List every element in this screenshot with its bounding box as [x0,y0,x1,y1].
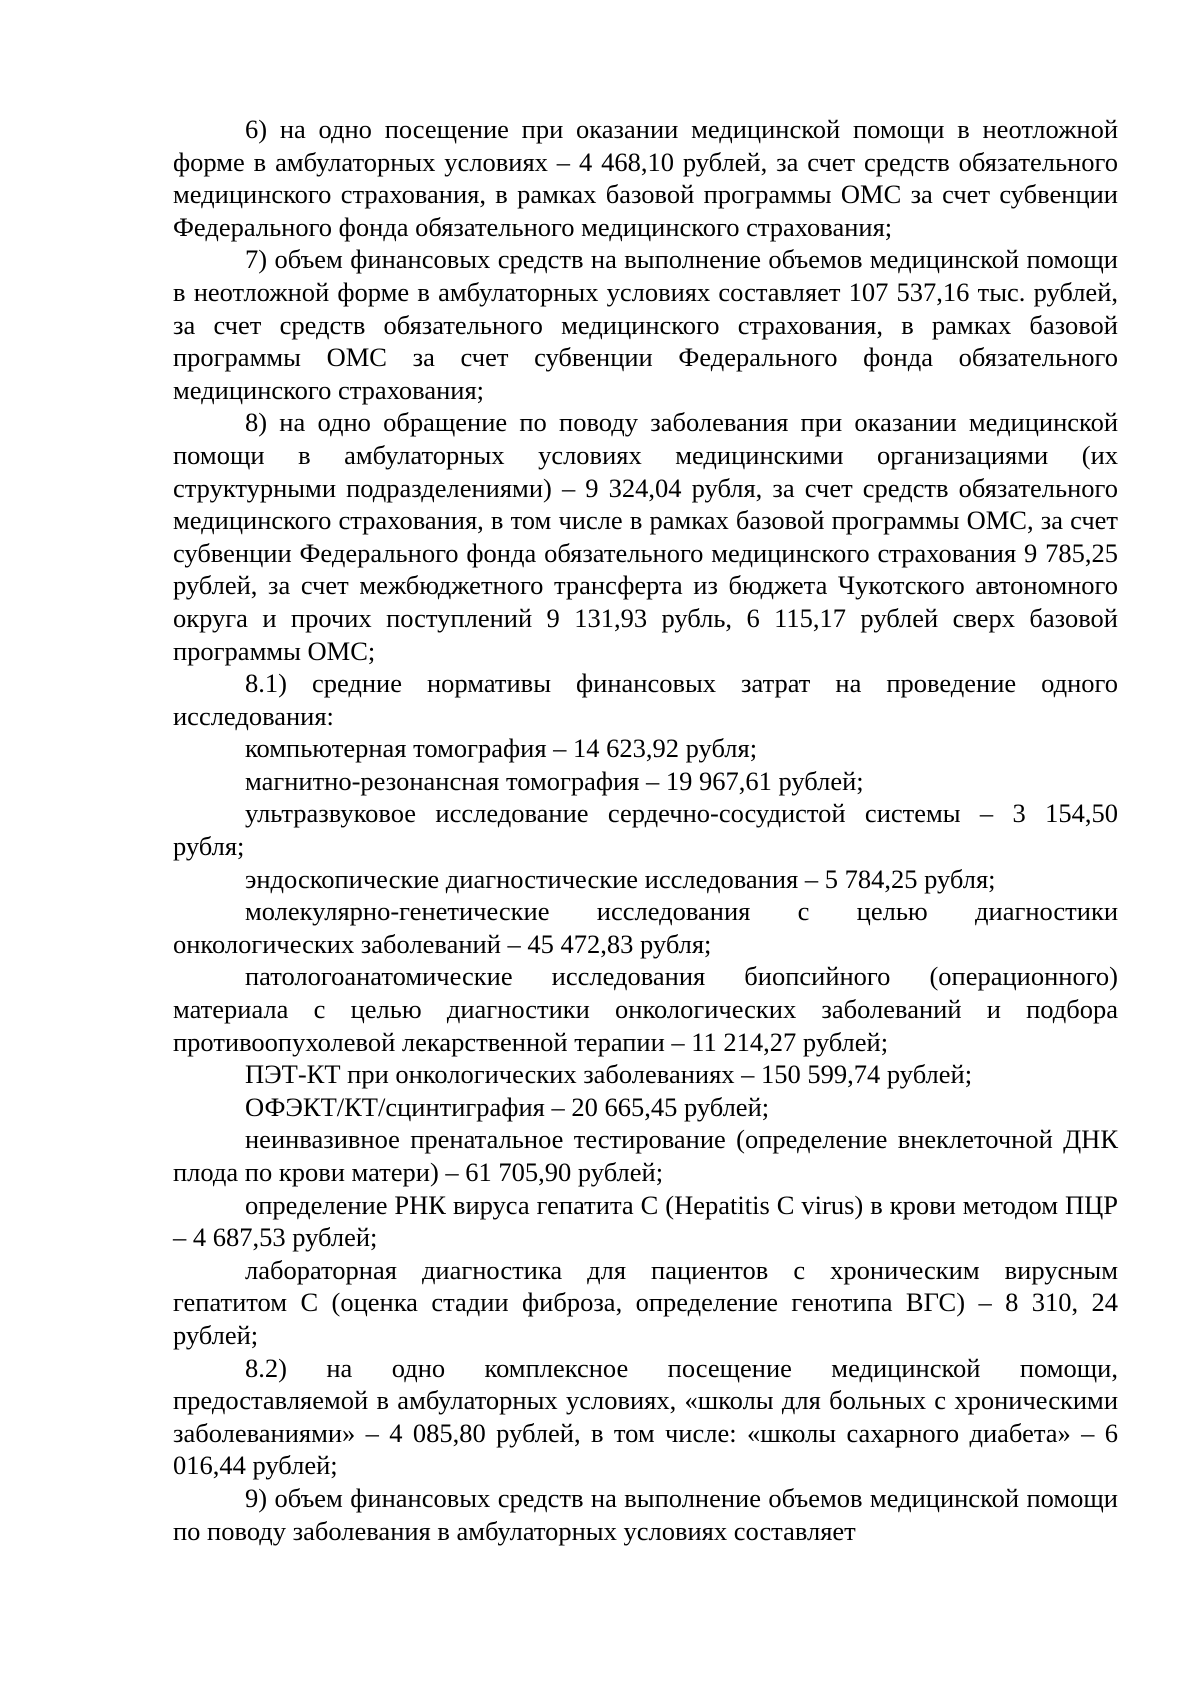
paragraph-mri: магнитно-резонансная томография – 19 967,61 рублей; [245,765,864,796]
paragraph-item-6: 6) на одно посещение при оказании медицинской помощи в неотложной форме в амбулаторных условиях – 4 468,10 рублей, за счет средств обязательного медицинского страхования, в рамках базовой программы ОМС за счет субвенции Федерального фонда обязательного медицинского страхования; [173,114,1118,242]
paragraph-pet-ct: ПЭТ-КТ при онкологических заболеваниях – 150 599,74 рублей; [245,1059,973,1090]
paragraph-prenatal-testing: неинвазивное пренатальное тестирование (определение внеклеточной ДНК плода по крови матери) – 61 705,90 рублей; [173,1124,1118,1187]
document-body [173,113,1118,1547]
paragraph-spect: ОФЭКТ/КТ/сцинтиграфия – 20 665,45 рублей; [245,1091,770,1122]
paragraph-pathology: патологоанатомические исследования биопсийного (операционного) материала с целью диагностики онкологических заболеваний и подбора противоопухолевой лекарственной терапии – 11 214,27 рублей; [173,961,1118,1057]
paragraph-hcv-lab: лабораторная диагностика для пациентов с хроническим вирусным гепатитом С (оценка стадии фиброза, определение генотипа ВГС) – 8 310, 24 рублей; [173,1254,1118,1350]
paragraph-endoscopy: эндоскопические диагностические исследования – 5 784,25 рубля; [245,863,996,894]
paragraph-item-9: 9) объем финансовых средств на выполнение объемов медицинской помощи по поводу заболевания в амбулаторных условиях составляет [173,1482,1118,1546]
paragraph-hcv-rna: определение РНК вируса гепатита С (Hepatitis C virus) в крови методом ПЦР – 4 687,53 рублей; [173,1189,1118,1253]
paragraph-cardio-ultrasound: ультразвуковое исследование сердечно-сосудистой системы – 3 154,50 рубля; [173,798,1118,862]
paragraph-molecular-genetic: молекулярно-генетические исследования с целью диагностики онкологических заболеваний – 45 472,83 рубля; [173,896,1118,959]
paragraph-ct: компьютерная томография – 14 623,92 рубля; [245,733,758,764]
paragraph-item-7: 7) объем финансовых средств на выполнение объемов медицинской помощи в неотложной форме в амбулаторных условиях составляет 107 537,16 тыс. рублей, за счет средств обязательного медицинского страхования, в рамках базовой программы ОМС за счет субвенции Федерального фонда обязательного медицинского страхования; [173,244,1118,405]
paragraph-item-8-2: 8.2) на одно комплексное посещение медицинской помощи, предоставляемой в амбулаторных условиях, «школы для больных с хроническими заболеваниями» – 4 085,80 рублей, в том числе: «школы сахарного диабета» – 6 016,44 рублей; [173,1352,1118,1481]
paragraph-item-8-1: 8.1) средние нормативы финансовых затрат на проведение одного исследования: [173,668,1118,731]
paragraph-item-8: 8) на одно обращение по поводу заболевания при оказании медицинской помощи в амбулаторных условиях медицинскими организациями (их структурными подразделениями) – 9 324,04 рубля, за счет средств обязательного медицинского страхования, в том числе в рамках базовой программы ОМС, за счет субвенции Федерального фонда обязательного медицинского страхования 9 785,25 рублей, за счет межбюджетного трансферта из бюджета Чукотского автономного округа и прочих поступлений 9 131,93 рубль, 6 115,17 рублей сверх базовой программы ОМС; [173,407,1118,666]
